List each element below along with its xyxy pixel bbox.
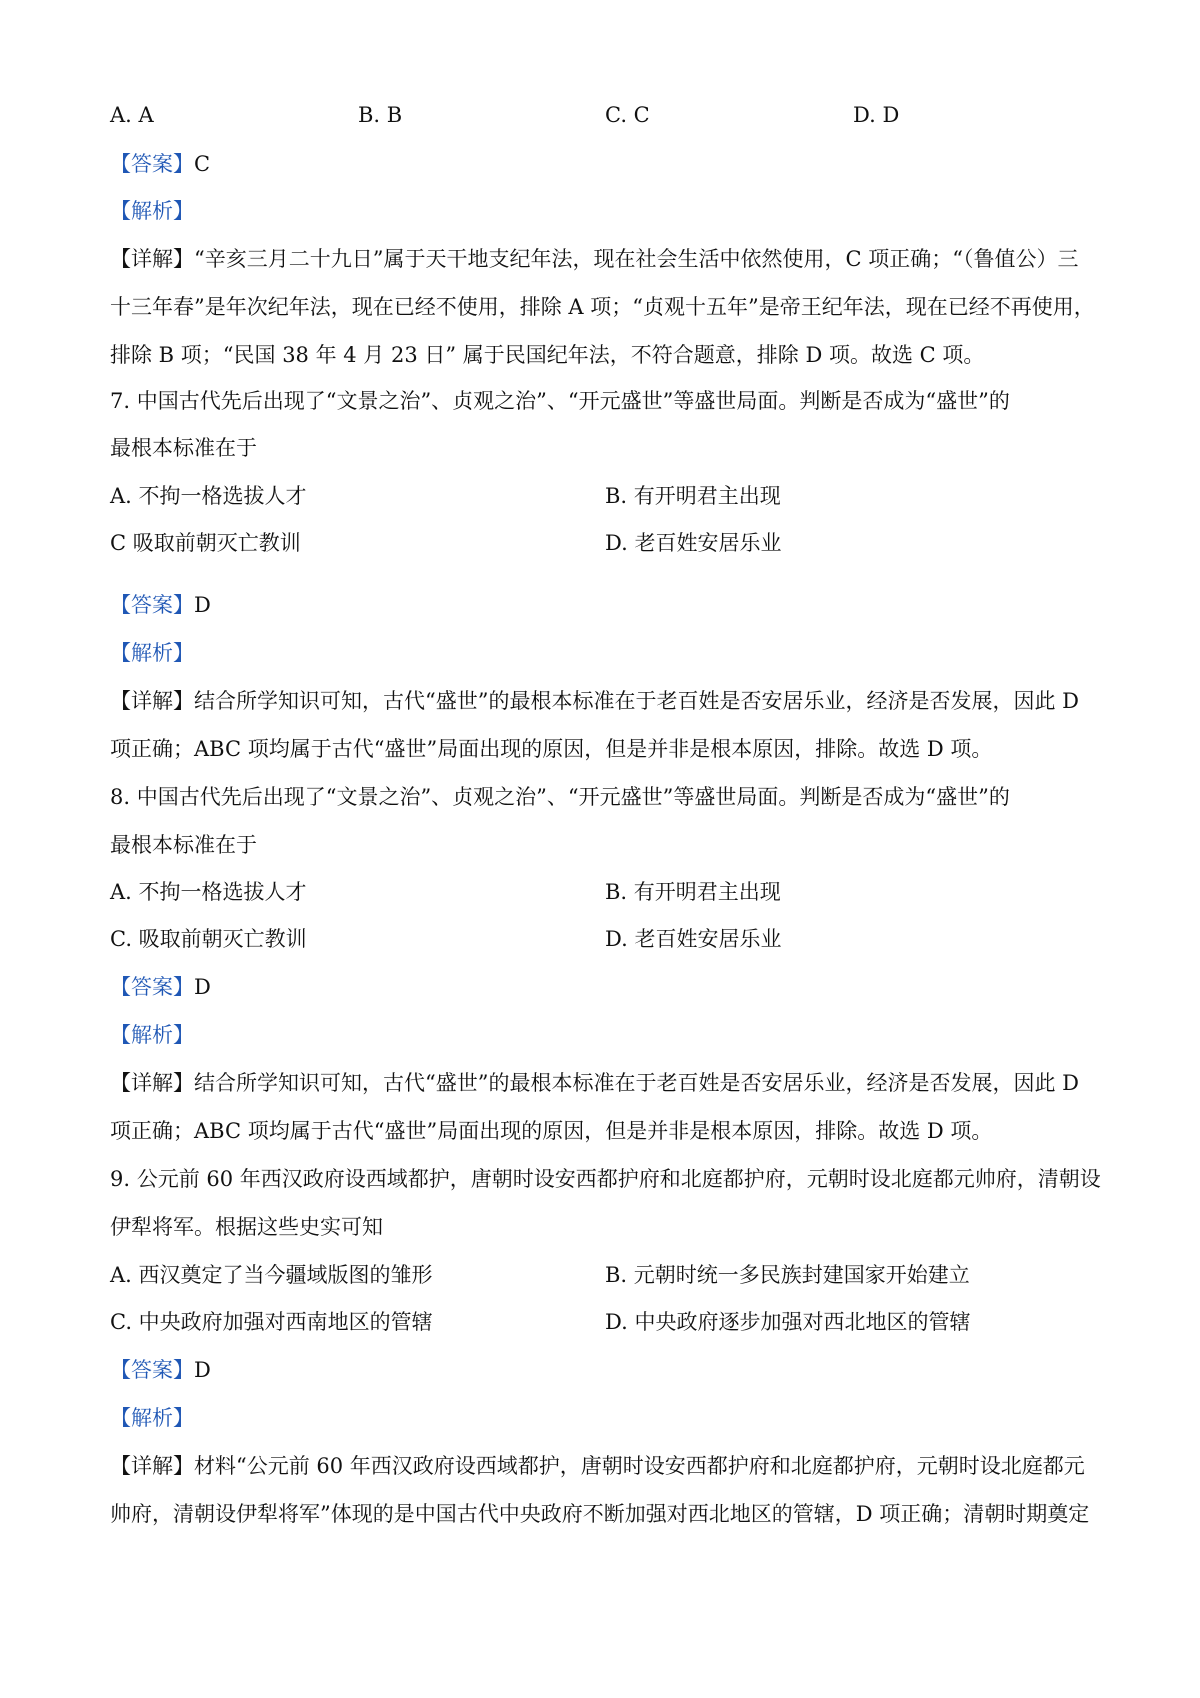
q9-stem-line-2: 伊犁将军。根据这些史实可知 (110, 1215, 383, 1239)
detail-tag: 【详解】 (110, 1454, 194, 1478)
answer-value: C (194, 152, 211, 176)
q7-option-a: A. 不拘一格选拔人才 (110, 484, 307, 508)
q6-option-a: A. A (110, 103, 154, 127)
q9-option-d: D. 中央政府逐步加强对西北地区的管辖 (605, 1310, 971, 1334)
q9-analysis-tag: 【解析】 (110, 1406, 194, 1430)
q6-option-d: D. D (853, 103, 900, 127)
q8-stem-line-1: 8. 中国古代先后出现了“文景之治”、贞观之治”、“开元盛世”等盛世局面。判断是否成为“盛世”的 (110, 785, 1010, 809)
q8-option-d: D. 老百姓安居乐业 (605, 927, 782, 951)
q6-analysis-tag: 【解析】 (110, 199, 194, 223)
q9-detail-line-2: 帅府，清朝设伊犁将军”体现的是中国古代中央政府不断加强对西北地区的管辖，D 项正确；清朝时期奠定 (110, 1502, 1090, 1526)
answer-tag: 【答案】 (110, 1358, 194, 1382)
q9-detail-line-1 (110, 1451, 1085, 1481)
q7-option-c: C 吸取前朝灭亡教训 (110, 531, 301, 555)
q8-option-c: C. 吸取前朝灭亡教训 (110, 927, 307, 951)
q9-answer (110, 1355, 211, 1385)
q6-detail-line-1 (110, 244, 1078, 274)
detail-text: 材料“公元前 60 年西汉政府设西域都护，唐朝时设安西都护府和北庭都护府，元朝时设北庭都元 (194, 1454, 1085, 1478)
q8-detail-line-1 (110, 1068, 1079, 1098)
detail-text: 结合所学知识可知，古代“盛世”的最根本标准在于老百姓是否安居乐业，经济是否发展，因此 D (194, 1071, 1079, 1095)
answer-value: D (194, 593, 211, 617)
answer-tag: 【答案】 (110, 593, 194, 617)
q8-option-b: B. 有开明君主出现 (605, 880, 781, 904)
detail-text: “辛亥三月二十九日”属于天干地支纪年法，现在社会生活中依然使用，C 项正确；“（鲁值公）三 (194, 247, 1079, 271)
q6-detail-line-3: 排除 B 项；“民国 38 年 4 月 23 日” 属于民国纪年法，不符合题意，排除 D 项。故选 C 项。 (110, 343, 985, 367)
q9-option-a: A. 西汉奠定了当今疆域版图的雏形 (110, 1263, 433, 1287)
q9-stem-line-1: 9. 公元前 60 年西汉政府设西域都护，唐朝时设安西都护府和北庭都护府，元朝时设北庭都元帅府，清朝设 (110, 1167, 1101, 1191)
q7-stem-line-1: 7. 中国古代先后出现了“文景之治”、贞观之治”、“开元盛世”等盛世局面。判断是否成为“盛世”的 (110, 389, 1010, 413)
detail-tag: 【详解】 (110, 247, 194, 271)
q7-stem-line-2: 最根本标准在于 (110, 436, 257, 460)
q7-option-b: B. 有开明君主出现 (605, 484, 781, 508)
q7-answer (110, 590, 211, 620)
q7-detail-line-2: 项正确；ABC 项均属于古代“盛世”局面出现的原因，但是并非是根本原因，排除。故选 D 项。 (110, 737, 993, 761)
q6-detail-line-2: 十三年春”是年次纪年法，现在已经不使用，排除 A 项；“贞观十五年”是帝王纪年法，现在已经不再使用， (110, 295, 1095, 319)
q9-option-c: C. 中央政府加强对西南地区的管辖 (110, 1310, 433, 1334)
q8-answer (110, 972, 211, 1002)
q8-option-a: A. 不拘一格选拔人才 (110, 880, 307, 904)
q6-option-c: C. C (605, 103, 650, 127)
answer-tag: 【答案】 (110, 975, 194, 999)
q8-detail-line-2: 项正确；ABC 项均属于古代“盛世”局面出现的原因，但是并非是根本原因，排除。故选 D 项。 (110, 1119, 993, 1143)
q7-option-d: D. 老百姓安居乐业 (605, 531, 782, 555)
q6-answer (110, 149, 210, 179)
answer-tag: 【答案】 (110, 152, 194, 176)
q8-analysis-tag: 【解析】 (110, 1023, 194, 1047)
answer-value: D (194, 1358, 211, 1382)
q7-detail-line-1 (110, 686, 1079, 716)
q8-stem-line-2: 最根本标准在于 (110, 833, 257, 857)
answer-value: D (194, 975, 211, 999)
detail-text: 结合所学知识可知，古代“盛世”的最根本标准在于老百姓是否安居乐业，经济是否发展，因此 D (194, 689, 1079, 713)
q9-option-b: B. 元朝时统一多民族封建国家开始建立 (605, 1263, 970, 1287)
q7-analysis-tag: 【解析】 (110, 641, 194, 665)
q6-option-b: B. B (358, 103, 403, 127)
detail-tag: 【详解】 (110, 689, 194, 713)
detail-tag: 【详解】 (110, 1071, 194, 1095)
